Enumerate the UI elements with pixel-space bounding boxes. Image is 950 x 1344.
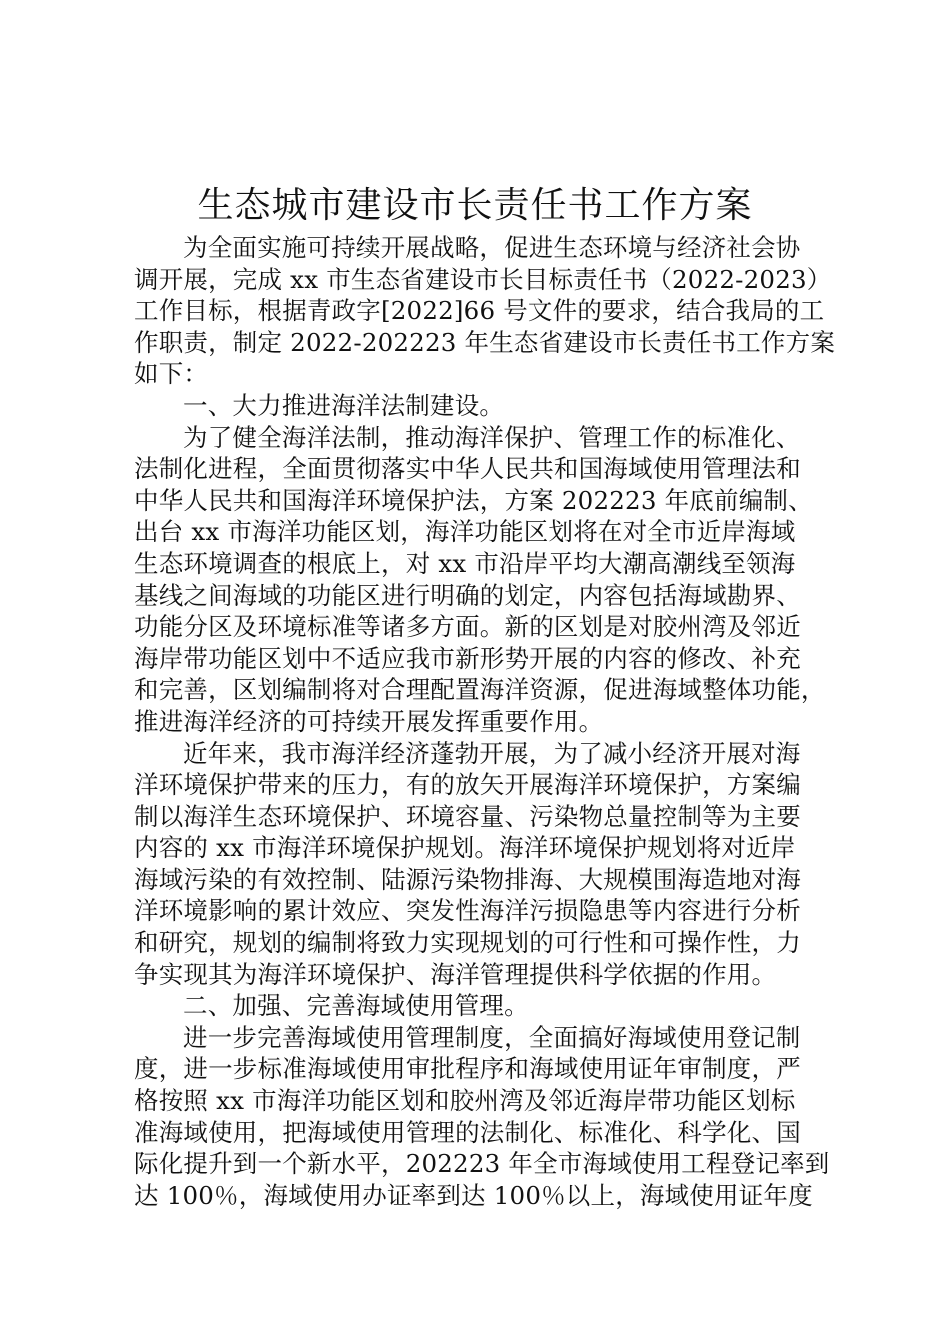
- text-line: 如下：: [134, 359, 209, 389]
- text-line: 和研究，规划的编制将致力实现规划的可行性和可操作性，力: [134, 928, 801, 958]
- document-title: 生态城市建设市长责任书工作方案: [197, 185, 753, 226]
- text-line: 调开展，完成 xx 市生态省建设市长目标责任书（2022-2023）: [134, 264, 832, 294]
- text-line: 海岸带功能区划中不适应我市新形势开展的内容的修改、补充: [134, 643, 801, 673]
- text-line: 工作目标，根据青政字[2022]66 号文件的要求，结合我局的工: [134, 296, 825, 326]
- text-line: 海域污染的有效控制、陆源污染物排海、大规模围海造地对海: [134, 864, 801, 894]
- text-line: 度，进一步标准海域使用审批程序和海域使用证年审制度，严: [134, 1054, 801, 1084]
- text-line: 为全面实施可持续开展战略，促进生态环境与经济社会协: [183, 233, 801, 262]
- text-line: 法制化进程，全面贯彻落实中华人民共和国海域使用管理法和: [134, 454, 801, 484]
- text-line: 和完善，区划编制将对合理配置海洋资源，促进海域整体功能，: [134, 675, 826, 705]
- section-heading: 二、加强、完善海域使用管理。: [183, 991, 529, 1021]
- text-line: 中华人民共和国海洋环境保护法，方案 202223 年底前编制、: [134, 485, 813, 515]
- text-line: 内容的 xx 市海洋环境保护规划。海洋环境保护规划将对近岸: [134, 833, 796, 863]
- document-body: [134, 232, 834, 1211]
- text-line: 出台 xx 市海洋功能区划，海洋功能区划将在对全市近岸海域: [134, 517, 796, 547]
- text-line: 准海域使用，把海域使用管理的法制化、标准化、科学化、国: [134, 1117, 801, 1147]
- text-line: 为了健全海洋法制，推动海洋保护、管理工作的标准化、: [183, 422, 801, 452]
- text-line: 作职责，制定 2022-202223 年生态省建设市长责任书工作方案: [134, 327, 836, 357]
- text-line: 洋环境保护带来的压力，有的放矢开展海洋环境保护，方案编: [134, 770, 801, 800]
- text-line: 际化提升到一个新水平，202223 年全市海域使用工程登记率到: [134, 1149, 830, 1179]
- text-line: 达 100％，海域使用办证率到达 100％以上，海域使用证年度: [134, 1180, 813, 1210]
- text-line: 洋环境影响的累计效应、突发性海洋污损隐患等内容进行分析: [134, 896, 801, 926]
- text-line: 功能分区及环境标准等诸多方面。新的区划是对胶州湾及邻近: [134, 612, 801, 642]
- text-line: 生态环境调查的根底上，对 xx 市沿岸平均大潮高潮线至领海: [134, 548, 796, 578]
- text-line: 制以海洋生态环境保护、环境容量、污染物总量控制等为主要: [134, 801, 801, 831]
- text-line: 进一步完善海域使用管理制度，全面搞好海域使用登记制: [183, 1022, 801, 1052]
- text-line: 基线之间海域的功能区进行明确的划定，内容包括海域勘界、: [134, 580, 801, 610]
- section-heading: 一、大力推进海洋法制建设。: [183, 390, 505, 420]
- text-line: 推进海洋经济的可持续开展发挥重要作用。: [134, 706, 604, 736]
- text-line: 争实现其为海洋环境保护、海洋管理提供科学依据的作用。: [134, 959, 777, 989]
- text-line: 近年来，我市海洋经济蓬勃开展，为了减小经济开展对海: [183, 738, 801, 768]
- text-line: 格按照 xx 市海洋功能区划和胶州湾及邻近海岸带功能区划标: [134, 1086, 796, 1116]
